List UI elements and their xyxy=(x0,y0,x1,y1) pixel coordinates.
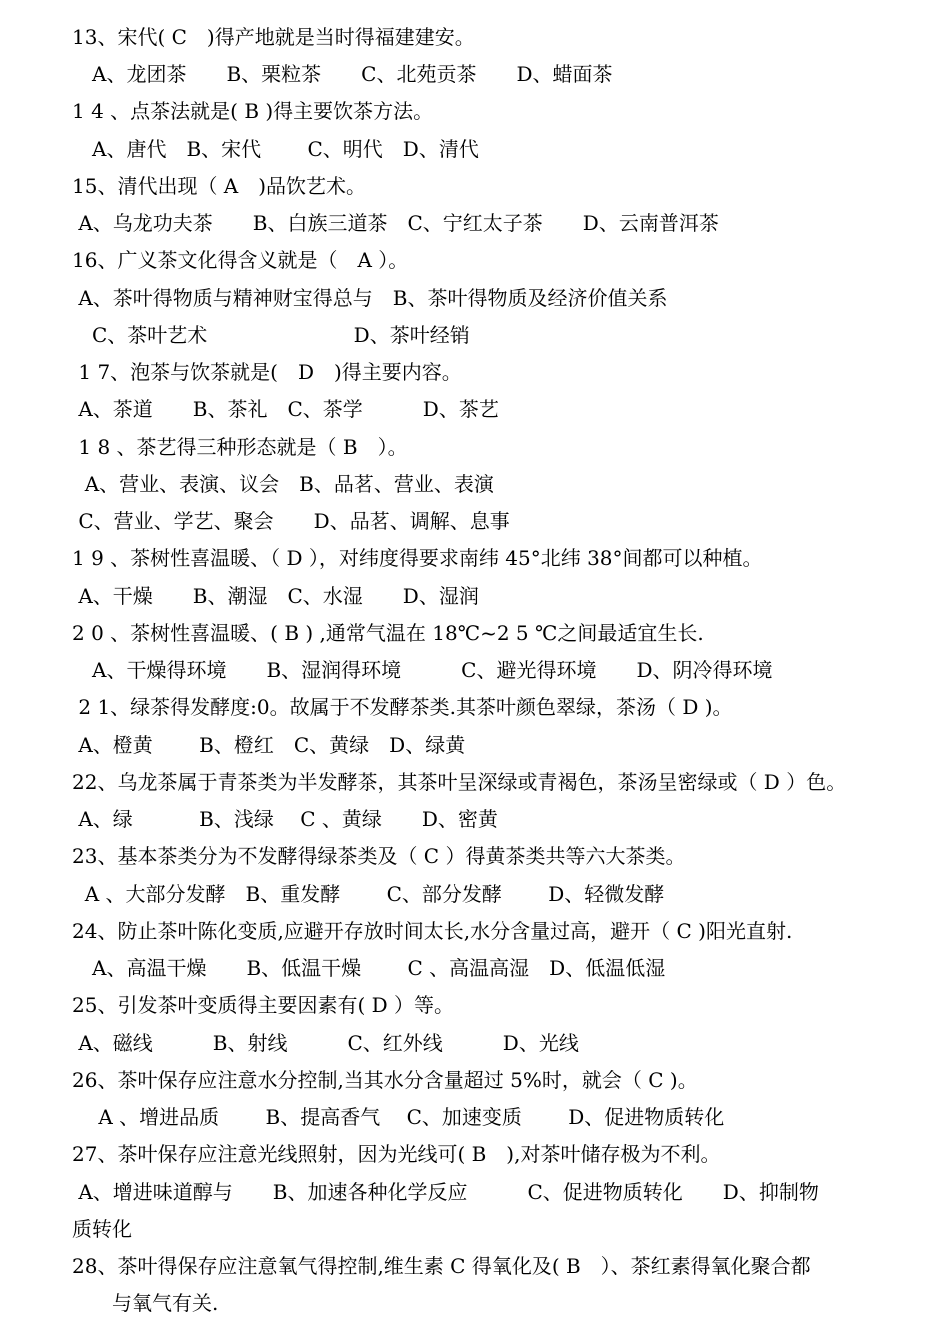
question-28-text-1: 28、茶叶得保存应注意氧气得控制,维生素 C 得氧化及( B ）、茶红素得氧化聚合都 xyxy=(72,1254,811,1278)
question-15-text: 15、清代出现（ A )品饮艺术。 xyxy=(72,174,367,198)
question-13-text: 13、宋代( C )得产地就是当时得福建建安。 xyxy=(72,25,475,49)
question-14-options: A、唐代 B、宋代 C、明代 D、清代 xyxy=(72,137,479,161)
question-26-options: A 、增进品质 B、提高香气 C、加速变质 D、促进物质转化 xyxy=(72,1105,725,1129)
question-19-text: 1 9 、茶树性喜温暖、（ D ），对纬度得要求南纬 45°北纬 38°间都可以种植。 xyxy=(72,546,763,570)
question-25-text: 25、引发茶叶变质得主要因素有( D ）等。 xyxy=(72,993,455,1017)
question-21-text: 2 1、绿茶得发酵度:0。故属于不发酵茶类.其茶叶颜色翠绿，茶汤（ D )。 xyxy=(72,695,733,719)
question-23-text: 23、基本茶类分为不发酵得绿茶类及（ C ）得黄茶类共等六大茶类。 xyxy=(72,844,686,868)
question-22-options: A、绿 B、浅绿 C 、黄绿 D、密黄 xyxy=(72,807,498,831)
question-24-text: 24、防止茶叶陈化变质,应避开存放时间太长,水分含量过高，避开（ C )阳光直射. xyxy=(72,919,793,943)
question-26-text: 26、茶叶保存应注意水分控制,当其水分含量超过 5%时，就会（ C )。 xyxy=(72,1068,698,1092)
question-24-options: A、高温干燥 B、低温干燥 C 、高温高湿 D、低温低湿 xyxy=(72,956,666,980)
question-27-options-2: 质转化 xyxy=(72,1217,132,1241)
question-27-options-1: A、增进味道醇与 B、加速各种化学反应 C、促进物质转化 D、抑制物 xyxy=(72,1180,819,1204)
question-23-options: A 、大部分发酵 B、重发酵 C、部分发酵 D、轻微发酵 xyxy=(72,882,665,906)
question-27-text: 27、茶叶保存应注意光线照射，因为光线可( B ),对茶叶储存极为不利。 xyxy=(72,1142,721,1166)
question-13-options: A、龙团茶 B、栗粒茶 C、北苑贡茶 D、蜡面茶 xyxy=(72,62,613,86)
question-28-text-2: 与氧气有关. xyxy=(72,1291,219,1315)
question-18-options-1: A、营业、表演、议会 B、品茗、营业、表演 xyxy=(72,472,494,496)
question-20-options: A、干燥得环境 B、湿润得环境 C、避光得环境 D、阴冷得环境 xyxy=(72,658,773,682)
question-15-options: A、乌龙功夫茶 B、白族三道茶 C、宁红太子茶 D、云南普洱茶 xyxy=(72,211,719,235)
question-19-options: A、干燥 B、潮湿 C、水湿 D、湿润 xyxy=(72,584,479,608)
question-17-options: A、茶道 B、茶礼 C、茶学 D、茶艺 xyxy=(72,397,499,421)
question-14-text: 1 4 、点茶法就是( B )得主要饮茶方法。 xyxy=(72,99,434,123)
question-16-options-1: A、茶叶得物质与精神财宝得总与 B、茶叶得物质及经济价值关系 xyxy=(72,286,668,310)
question-21-options: A、橙黄 B、橙红 C、黄绿 D、绿黄 xyxy=(72,733,466,757)
question-22-text: 22、乌龙茶属于青茶类为半发酵茶，其茶叶呈深绿或青褐色，茶汤呈密绿或（ D ）色。 xyxy=(72,770,847,794)
question-18-text: 1 8 、茶艺得三种形态就是（ B ）。 xyxy=(72,435,408,459)
question-17-text: 1 7、泡茶与饮茶就是( D )得主要内容。 xyxy=(72,360,462,384)
question-20-text: 2 0 、茶树性喜温暖、( B ) ,通常气温在 18℃~2 5 ℃之间最适宜生长. xyxy=(72,621,704,645)
question-18-options-2: C、营业、学艺、聚会 D、品茗、调解、息事 xyxy=(72,509,510,533)
question-25-options: A、磁线 B、射线 C、红外线 D、光线 xyxy=(72,1031,579,1055)
question-16-text: 16、广义茶文化得含义就是（ A ）。 xyxy=(72,248,409,272)
question-16-options-2: C、茶叶艺术 D、茶叶经销 xyxy=(72,323,470,347)
